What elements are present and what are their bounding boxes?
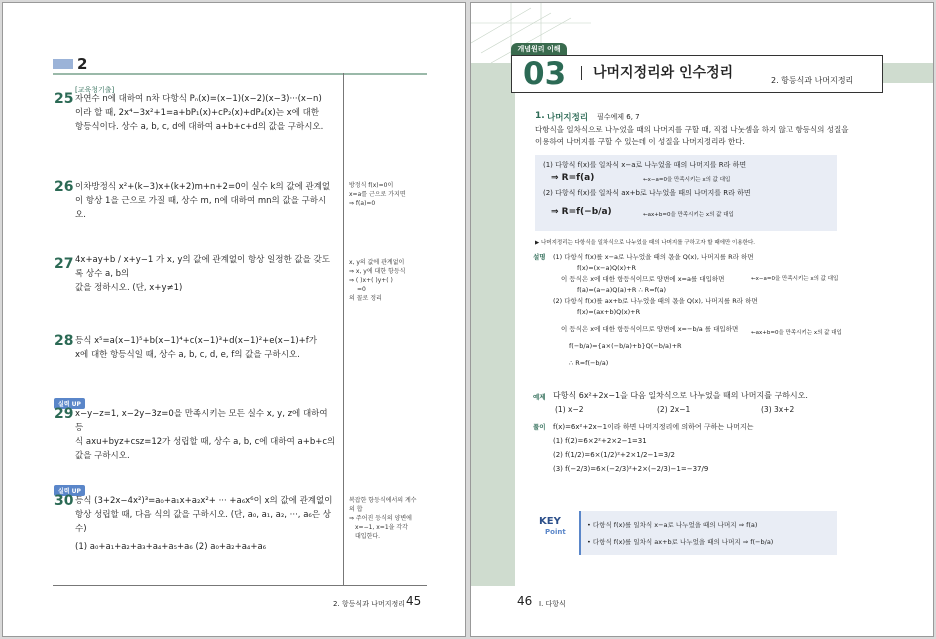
question-line: x−y−z=1, x−2y−3z=0을 만족시키는 모든 실수 x, y, z에 대하여 등 (75, 409, 328, 433)
side-note-line: ⇒ ( )x+( )y+( ) (349, 277, 393, 284)
topic-number: 1. (535, 111, 545, 121)
solution-line: (2) f(1/2)=6×(1/2)²+2×1/2−1=3/2 (553, 451, 675, 459)
side-note-line: 의 합 (349, 506, 363, 513)
explain-line: 이 등식은 x에 대한 항등식이므로 양변에 x=−b/a 를 대입하면 (561, 325, 739, 333)
question-line: 식 axu+byz+csz=12가 성립할 때, 상수 a, b, c에 대하여 a+b+c의 (75, 437, 336, 447)
question-text (75, 334, 337, 362)
topic-title: 나머지정리 (547, 113, 589, 123)
intro-line: 이용하여 나머지를 구할 수 있는데 이 성질을 나머지정리라 한다. (535, 137, 745, 146)
question-line: 항상 성립할 때, 다음 식의 값을 구하시오. (단, a₀, a₁, a₂, ···, a₆은 상수) (75, 510, 331, 534)
side-note-line: 의 꼴로 정리 (349, 295, 382, 302)
footer-label: 2. 항등식과 나머지정리 (333, 600, 405, 608)
question-line: 이 항상 1을 근으로 가질 때, 상수 m, n에 대하여 mn의 값을 구하시오. (75, 196, 327, 220)
question-text (75, 253, 337, 295)
bottom-rule (53, 585, 427, 586)
page-number: 45 (406, 594, 422, 608)
section-title: 나머지정리와 인수정리 (593, 65, 734, 81)
intro-line: 다항식을 일차식으로 나누었을 때의 나머지를 구할 때, 직접 나눗셈을 하지 않고 항등식의 성질을 (535, 125, 849, 134)
explain-note: ←ax+b=0을 만족시키는 x의 값 대입 (751, 330, 842, 336)
question-line: x에 대한 항등식일 때, 상수 a, b, c, d, e, f의 값을 구하시오. (75, 350, 300, 360)
question-number: 30 (54, 493, 74, 509)
key-point-box (535, 511, 837, 555)
explain-note: ←x−a=0을 만족시키는 x의 값 대입 (751, 276, 839, 282)
top-rule (53, 73, 427, 75)
explain-line: f(x)=(ax+b)Q(x)+R (577, 308, 641, 316)
question-number: 25 (54, 91, 74, 107)
side-note-line: 대입한다. (355, 533, 381, 540)
theorem-formula: ⇒ R=f(a) (551, 173, 595, 183)
side-note-line: 방정식 f(x)=0이 (349, 182, 394, 189)
solution-line: (1) f(2)=6×2²+2×2−1=31 (553, 437, 647, 445)
side-note-line: x=a를 근으로 가지면 (349, 191, 406, 198)
example-label: 예제 (533, 393, 546, 401)
theorem-line: (1) 다항식 f(x)를 일차식 x−a로 나누었을 때의 나머지를 R라 하면 (543, 161, 747, 169)
question-line: 이차방정식 x²+(k−3)x+(k+2)m+n+2=0이 실수 k의 값에 관계없 (75, 182, 331, 192)
key-point-word: Point (545, 528, 566, 536)
subsection-title: 2. 항등식과 나머지정리 (771, 76, 854, 85)
side-note-line: ⇒ x, y에 대한 항등식 (349, 268, 406, 275)
margin-band (471, 63, 515, 586)
question-text (75, 180, 337, 222)
theorem-note: ←ax+b=0을 만족시키는 x의 값 대입 (643, 212, 734, 218)
question-line: 이라 할 때, 2x⁴−3x²+1=a+bP₁(x)+cP₂(x)+dP₄(x)는 x에 대한 (75, 108, 320, 118)
question-text (75, 92, 337, 134)
chapter-tab-number: 2 (77, 55, 88, 73)
column-divider (343, 73, 344, 585)
chapter-tab (53, 56, 101, 72)
intro-paragraph (535, 124, 875, 148)
question-line: 항등식이다. 상수 a, b, c, d에 대하여 a+b+c+d의 값을 구하시오. (75, 122, 324, 132)
side-note-line: x=−1, x=1을 각각 (355, 524, 408, 531)
explain-line: f(−b/a)={a×(−b/a)+b}Q(−b/a)+R (569, 342, 682, 350)
question-number: 28 (54, 333, 74, 349)
explain-line: f(a)=(a−a)Q(a)+R ∴ R=f(a) (577, 286, 666, 294)
question-number: 29 (54, 406, 74, 422)
section-number: 03 (523, 56, 567, 92)
question-number: 27 (54, 256, 74, 272)
question-line: 값을 정하시오. (단, x+y≠1) (75, 283, 183, 293)
skill-up-badge: 실력 UP (54, 485, 85, 496)
solution-line: f(x)=6x²+2x−1이라 하면 나머지정리에 의하여 구하는 나머지는 (553, 423, 754, 431)
footer-area (471, 586, 933, 636)
footer-label: I. 다항식 (539, 600, 566, 608)
skill-up-badge: 실력 UP (54, 398, 85, 409)
example-choice: (2) 2x−1 (657, 405, 691, 414)
example-choice: (3) 3x+2 (761, 405, 795, 414)
explain-line: (1) 다항식 f(x)를 x−a로 나누었을 때의 몫을 Q(x), 나머지를 R라 하면 (553, 253, 754, 261)
header-divider (581, 66, 582, 80)
solution-line: (3) f(−2/3)=6×(−2/3)²+2×(−2/3)−1=−37/9 (553, 465, 709, 473)
explain-line: ∴ R=f(−b/a) (569, 359, 609, 367)
question-text (75, 407, 337, 463)
side-note-line: ⇒ 주어진 등식의 양변에 (349, 515, 412, 522)
example-text: 다항식 6x²+2x−1을 다음 일차식으로 나누었을 때의 나머지를 구하시오. (553, 391, 808, 400)
concept-label: 개념원리 이해 (511, 43, 567, 55)
theorem-note: ←x−a=0을 만족시키는 x의 값 대입 (643, 177, 731, 183)
question-number: 26 (54, 179, 74, 195)
side-note-line: 복잡한 항등식에서의 계수 (349, 497, 417, 504)
bullet-note: ▶ 나머지정리는 다항식을 일차식으로 나누었을 때의 나머지를 구하고자 할 때에만 이용한다. (535, 240, 756, 246)
side-note (349, 181, 429, 208)
explain-line: (2) 다항식 f(x)를 ax+b로 나누었을 때의 몫을 Q(x), 나머지를 R라 하면 (553, 297, 758, 305)
right-page (470, 2, 934, 637)
solution-label: 풀이 (533, 423, 546, 431)
side-note-line: =0 (357, 286, 366, 293)
side-note (349, 496, 429, 541)
topic-reference: 필수예제 6, 7 (597, 113, 640, 121)
key-word: KEY (539, 516, 561, 527)
question-line: 4x+ay+b / x+y−1 가 x, y의 값에 관계없이 항상 일정한 값을 갖도록 상수 a, b의 (75, 255, 330, 279)
question-line: (1) a₀+a₁+a₂+a₃+a₄+a₅+a₆ (2) a₀+a₂+a₄+a₆ (75, 542, 267, 552)
side-note (349, 258, 429, 303)
side-note-line: ⇒ f(a)=0 (349, 200, 376, 207)
solution (553, 420, 873, 476)
theorem-box (535, 155, 837, 231)
example-choice: (1) x−2 (555, 405, 584, 414)
question-line: 자연수 n에 대하여 n차 다항식 Pₙ(x)=(x−1)(x−2)(x−3)···(x−n) (75, 94, 322, 104)
question-line: 등식 x⁵=a(x−1)⁵+b(x−1)⁴+c(x−1)³+d(x−1)²+e(x−1)+f가 (75, 336, 317, 346)
key-line: • 다항식 f(x)를 일차식 ax+b로 나누었을 때의 나머지 ⇒ f(−b/a) (587, 538, 774, 546)
side-note-line: x, y의 값에 관계없이 (349, 259, 405, 266)
theorem-formula: ⇒ R=f(−b/a) (551, 207, 612, 217)
question-tag: [교육청기출] (75, 86, 115, 94)
page-number: 46 (517, 594, 533, 608)
question-text (75, 494, 337, 554)
question-line: 값을 구하시오. (75, 451, 130, 461)
explain-line: 이 등식은 x에 대한 항등식이므로 양변에 x=a를 대입하면 (561, 275, 725, 283)
key-line: • 다항식 f(x)를 일차식 x−a로 나누었을 때의 나머지 ⇒ f(a) (587, 521, 758, 529)
explain-label: 설명 (533, 253, 546, 261)
question-line: 등식 (3+2x−4x²)³=a₀+a₁x+a₂x²+ ··· +a₆x⁶이 x의 값에 관계없이 (75, 496, 333, 506)
left-page (2, 2, 466, 637)
explain-line: f(x)=(x−a)Q(x)+R (577, 264, 636, 272)
theorem-line: (2) 다항식 f(x)를 일차식 ax+b로 나누었을 때의 나머지를 R라 하면 (543, 189, 751, 197)
explanation (553, 252, 853, 369)
